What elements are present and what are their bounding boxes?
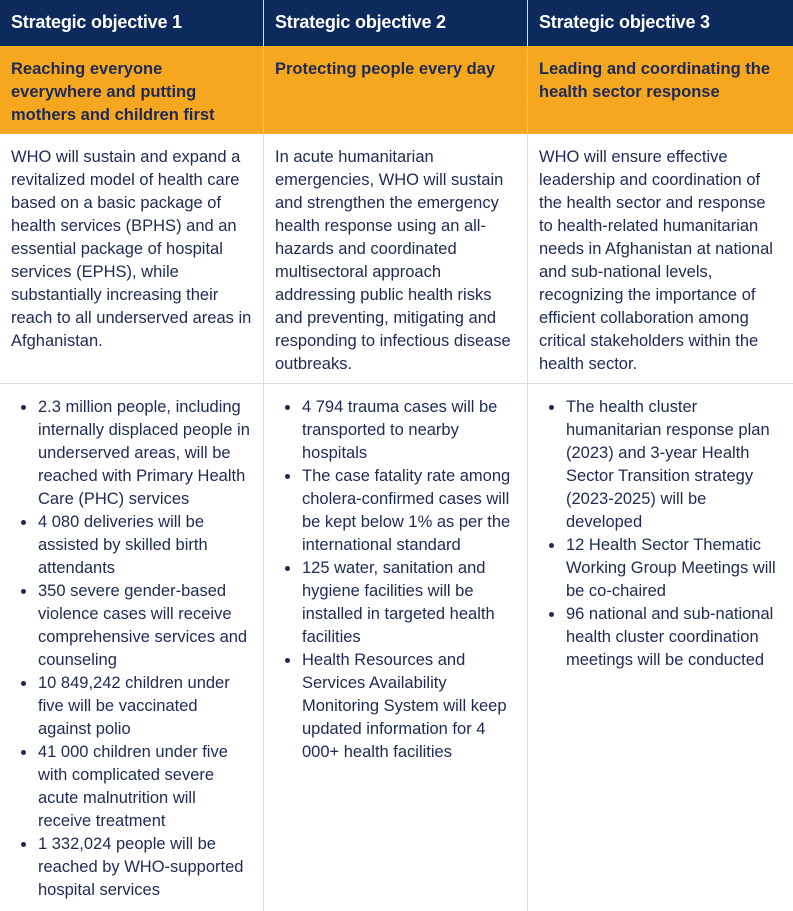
objective-1-heading: Strategic objective 1	[0, 0, 264, 46]
objective-1-subheading: Reaching everyone everywhere and putting mothers and children first	[0, 46, 264, 134]
list-item: 1 332,024 people will be reached by WHO-supported hospital services	[11, 833, 253, 902]
list-item: 2.3 million people, including internally displaced people in underserved areas, will be reached with Primary Health Care (PHC) services	[11, 396, 253, 511]
list-item: 350 severe gender-based violence cases will receive comprehensive services and counseling	[11, 580, 253, 672]
objective-2-heading: Strategic objective 2	[264, 0, 528, 46]
objective-3-targets	[528, 384, 793, 911]
list-item: 96 national and sub-national health cluster coordination meetings will be conducted	[539, 603, 783, 672]
target-list	[539, 396, 783, 672]
list-item: 10 849,242 children under five will be vaccinated against polio	[11, 672, 253, 741]
list-item: 4 794 trauma cases will be transported to nearby hospitals	[275, 396, 517, 465]
list-item: 4 080 deliveries will be assisted by skilled birth attendants	[11, 511, 253, 580]
objective-3-description: WHO will ensure effective leadership and coordination of the health sector and response to health-related humanitarian needs in Afghanistan at national and sub-national levels, recognizing the importance of efficient collaboration among critical stakeholders within the health sector.	[528, 134, 793, 384]
objective-1-description: WHO will sustain and expand a revitalized model of health care based on a basic package of health services (BPHS) and an essential package of hospital services (EPHS), while substantially increasing their reach to all underserved areas in Afghanistan.	[0, 134, 264, 384]
list-item: 12 Health Sector Thematic Working Group Meetings will be co-chaired	[539, 534, 783, 603]
objective-3-heading: Strategic objective 3	[528, 0, 793, 46]
objective-2-description: In acute humanitarian emergencies, WHO will sustain and strengthen the emergency health response using an all-hazards and coordinated multisectoral approach addressing public health risks and preventing, mitigating and responding to infectious disease outbreaks.	[264, 134, 528, 384]
list-item: 125 water, sanitation and hygiene facilities will be installed in targeted health facilities	[275, 557, 517, 649]
target-list	[11, 396, 253, 902]
list-item: The case fatality rate among cholera-confirmed cases will be kept below 1% as per the international standard	[275, 465, 517, 557]
objective-3-subheading: Leading and coordinating the health sector response	[528, 46, 793, 134]
objective-2-subheading: Protecting people every day	[264, 46, 528, 134]
list-item: 41 000 children under five with complicated severe acute malnutrition will receive treatment	[11, 741, 253, 833]
target-list	[275, 396, 517, 764]
list-item: The health cluster humanitarian response plan (2023) and 3-year Health Sector Transition strategy (2023-2025) will be developed	[539, 396, 783, 534]
list-item: Health Resources and Services Availability Monitoring System will keep updated information for 4 000+ health facilities	[275, 649, 517, 764]
objective-2-targets	[264, 384, 528, 911]
objective-1-targets	[0, 384, 264, 911]
